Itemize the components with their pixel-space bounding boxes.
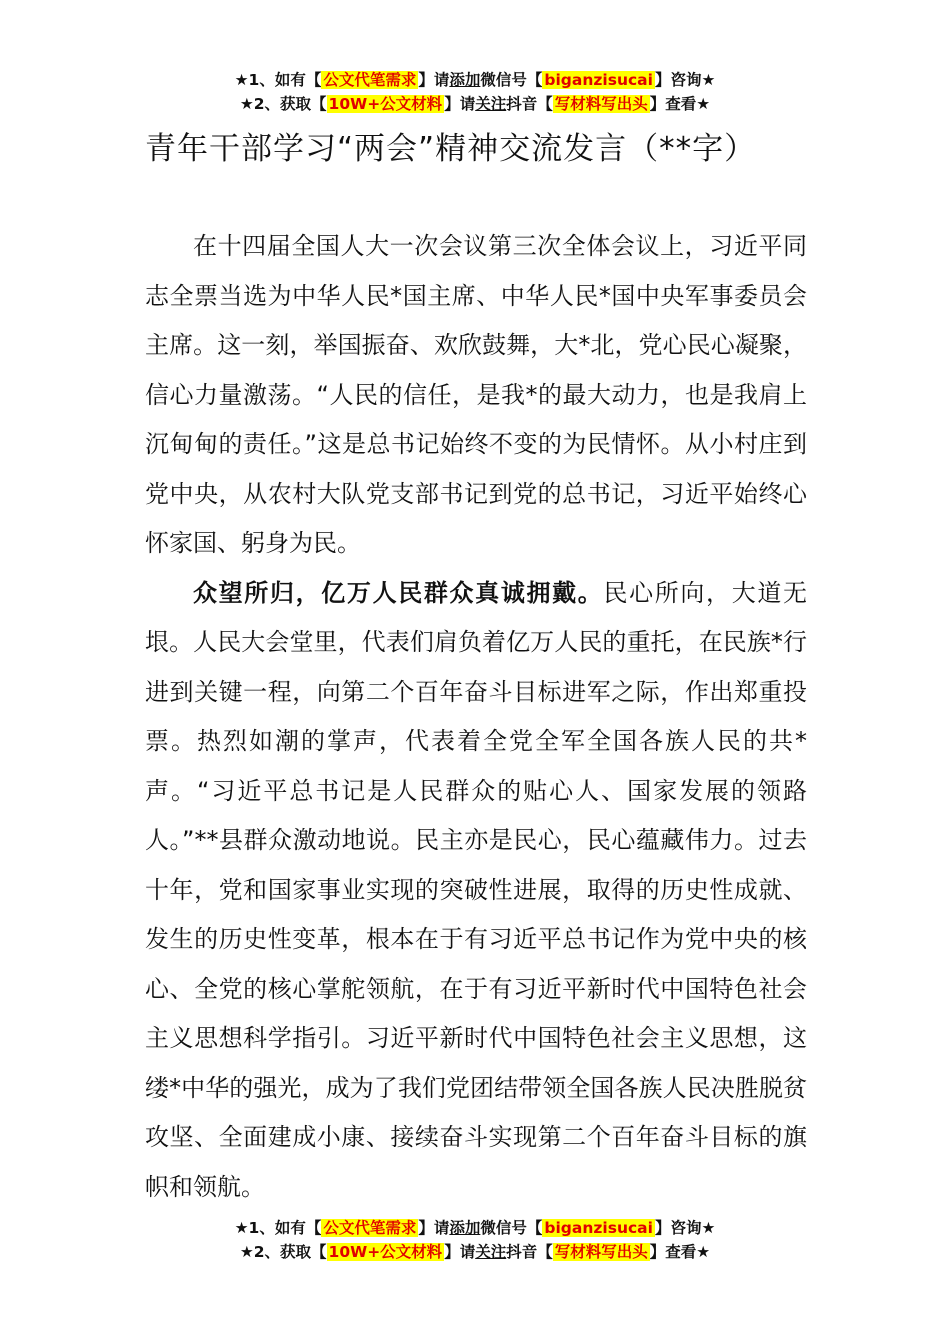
paragraph-1: 在十四届全国人大一次会议第三次全体会议上，习近平同志全票当选为中华人民*国主席、中华人民*国中央军事委员会主席。这一刻，举国振奋、欢欣鼓舞，大*北，党心民心凝聚，信心力量激荡。“人民的信任，是我*的最大动力，也是我肩上沉甸甸的责任。”这是总书记始终不变的为民情怀。从小村庄到党中央，从农村大队党支部书记到党的总书记，习近平始终心怀家国、躬身为民。 [145, 232, 807, 557]
highlight-materials: 10W+公文材料 [328, 95, 443, 113]
notice-text: 抖音【 [506, 1243, 553, 1261]
notice-text: ★2、获取【 [239, 95, 327, 113]
highlight-service: 公文代笔需求 [323, 71, 417, 89]
notice-text: 】咨询★ [654, 1219, 716, 1237]
footer-notice [0, 1216, 950, 1264]
notice-emphasis: 添加 [449, 1219, 481, 1237]
highlight-service: 公文代笔需求 [323, 1219, 417, 1237]
notice-text: 】查看★ [649, 95, 711, 113]
notice-text: 抖音【 [506, 95, 553, 113]
notice-text: ★2、获取【 [239, 1243, 327, 1261]
notice-text: 】请 [444, 95, 476, 113]
notice-text: ★1、如有【 [234, 71, 322, 89]
notice-text: 】请 [418, 1219, 450, 1237]
notice-text: 】请 [444, 1243, 476, 1261]
paragraph-2-lead: 众望所归，亿万人民群众真诚拥戴。 [193, 578, 604, 607]
notice-line-2 [0, 1240, 950, 1264]
notice-emphasis: 添加 [449, 71, 481, 89]
notice-line-1 [0, 1216, 950, 1240]
notice-line-2 [0, 92, 950, 116]
highlight-wechat-id: biganzisucai [544, 71, 653, 89]
paragraph-2-text: 民心所向，大道无垠。人民大会堂里，代表们肩负着亿万人民的重托，在民族*行进到关键一程，向第二个百年奋斗目标进军之际，作出郑重投票。热烈如潮的掌声，代表着全党全军全国各族人民的共*声。“习近平总书记是人民群众的贴心人、国家发展的领路人。”**县群众激动地说。民主亦是民心，民心蕴藏伟力。过去十年，党和国家事业实现的突破性进展，取得的历史性成就、发生的历史性变革，根本在于有习近平总书记作为党中央的核心、全党的核心掌舵领航，在于有习近平新时代中国特色社会主义思想科学指引。习近平新时代中国特色社会主义思想，这缕*中华的强光，成为了我们党团结带领全国各族人民决胜脱贫攻坚、全面建成小康、接续奋斗实现第二个百年奋斗目标的旗帜和领航。 [145, 578, 808, 1201]
highlight-materials: 10W+公文材料 [328, 1243, 443, 1261]
document-title: 青年干部学习“两会”精神交流发言（**字） [145, 131, 757, 167]
document-body [145, 222, 807, 1212]
header-notice [0, 68, 950, 116]
highlight-douyin-account: 写材料写出头 [554, 95, 648, 113]
notice-text: 】咨询★ [654, 71, 716, 89]
notice-text: 微信号【 [480, 71, 543, 89]
notice-text: 】请 [418, 71, 450, 89]
notice-text: 】查看★ [649, 1243, 711, 1261]
highlight-wechat-id: biganzisucai [544, 1219, 653, 1237]
notice-emphasis: 关注 [475, 1243, 507, 1261]
notice-line-1 [0, 68, 950, 92]
notice-text: 微信号【 [480, 1219, 543, 1237]
highlight-douyin-account: 写材料写出头 [554, 1243, 648, 1261]
paragraph-2 [145, 569, 807, 1213]
notice-emphasis: 关注 [475, 95, 507, 113]
notice-text: ★1、如有【 [234, 1219, 322, 1237]
